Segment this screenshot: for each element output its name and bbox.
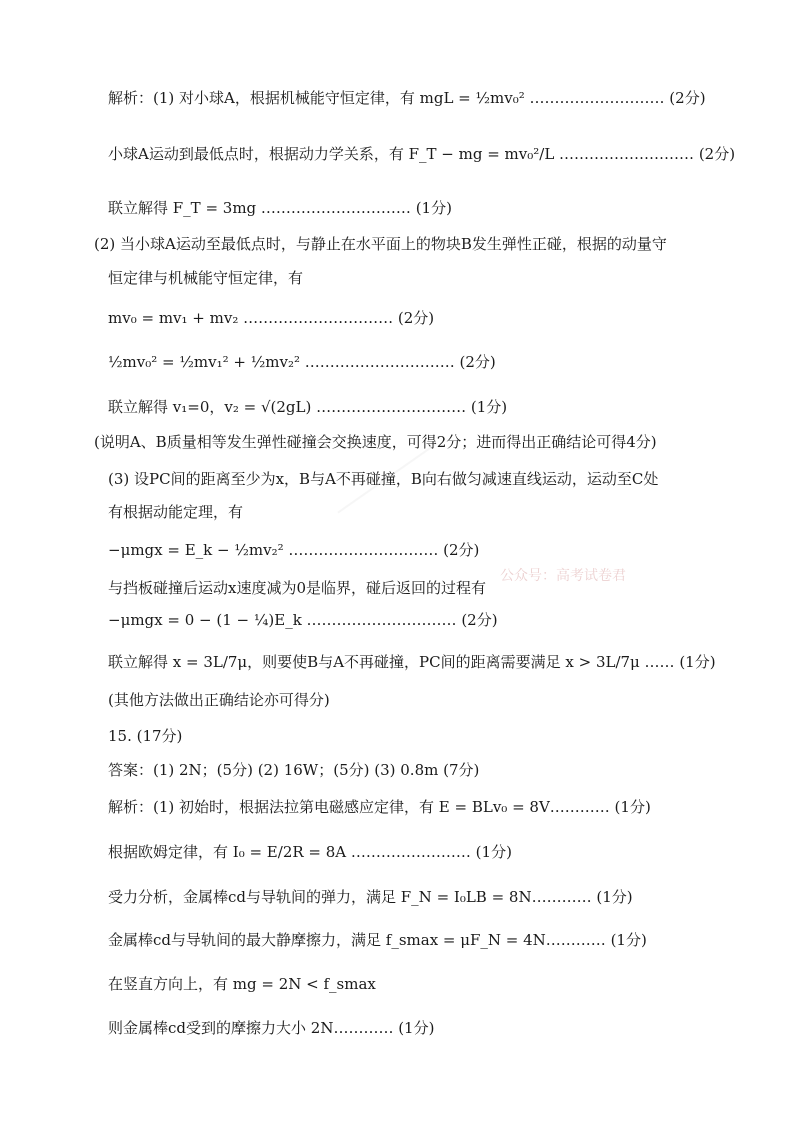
text-line: 15. (17分) — [108, 727, 183, 745]
text-line: (说明A、B质量相等发生弹性碰撞会交换速度，可得2分；进而得出正确结论可得4分) — [94, 433, 657, 451]
text-line: (3) 设PC间的距离至少为x，B与A不再碰撞，B向右做匀减速直线运动，运动至C处 — [108, 470, 659, 488]
text-line: 恒定律与机械能守恒定律，有 — [108, 269, 304, 287]
text-line: 小球A运动到最低点时，根据动力学关系，有 F_T − mg = mv₀²/L ……………………… (2分) — [108, 145, 736, 163]
text-line: 与挡板碰撞后运动x速度减为0是临界，碰后返回的过程有 — [108, 579, 487, 597]
watermark-text: 公众号：高考试卷君 — [500, 568, 626, 584]
text-line: ½mv₀² = ½mv₁² + ½mv₂² ………………………… (2分) — [108, 353, 496, 371]
text-line: 答案：(1) 2N；(5分) (2) 16W；(5分) (3) 0.8m (7分) — [108, 761, 480, 779]
text-line: 联立解得 v₁=0，v₂ = √(2gL) ………………………… (1分) — [108, 398, 508, 416]
text-line: 金属棒cd与导轨间的最大静摩擦力，满足 f_smax = μF_N = 4N………… (1分) — [108, 931, 647, 949]
text-line: (2) 当小球A运动至最低点时，与静止在水平面上的物块B发生弹性正碰，根据的动量守 — [94, 235, 667, 253]
text-line: 解析：(1) 对小球A，根据机械能守恒定律，有 mgL = ½mv₀² ……………………… (2分) — [108, 89, 706, 107]
text-line: 根据欧姆定律，有 I₀ = E/2R = 8A …………………… (1分) — [108, 843, 512, 861]
text-line: 解析：(1) 初始时，根据法拉第电磁感应定律，有 E = BLv₀ = 8V………… (1分) — [108, 798, 651, 816]
text-line: −μmgx = 0 − (1 − ¼)E_k ………………………… (2分) — [108, 611, 498, 629]
text-line: 联立解得 x = 3L/7μ，则要使B与A不再碰撞，PC间的距离需要满足 x > 3L/7μ …… (1分) — [108, 653, 716, 671]
text-line: 在竖直方向上，有 mg = 2N < f_smax — [108, 975, 376, 993]
text-line: −μmgx = E_k − ½mv₂² ………………………… (2分) — [108, 541, 480, 559]
text-line: mv₀ = mv₁ + mv₂ ………………………… (2分) — [108, 309, 435, 327]
text-line: 联立解得 F_T = 3mg ………………………… (1分) — [108, 199, 452, 217]
text-line: 受力分析，金属棒cd与导轨间的弹力，满足 F_N = I₀LB = 8N………… (1分) — [108, 888, 633, 906]
text-line: (其他方法做出正确结论亦可得分) — [108, 691, 330, 709]
text-line: 有根据动能定理，有 — [108, 503, 244, 521]
text-line: 则金属棒cd受到的摩擦力大小 2N………… (1分) — [108, 1019, 435, 1037]
